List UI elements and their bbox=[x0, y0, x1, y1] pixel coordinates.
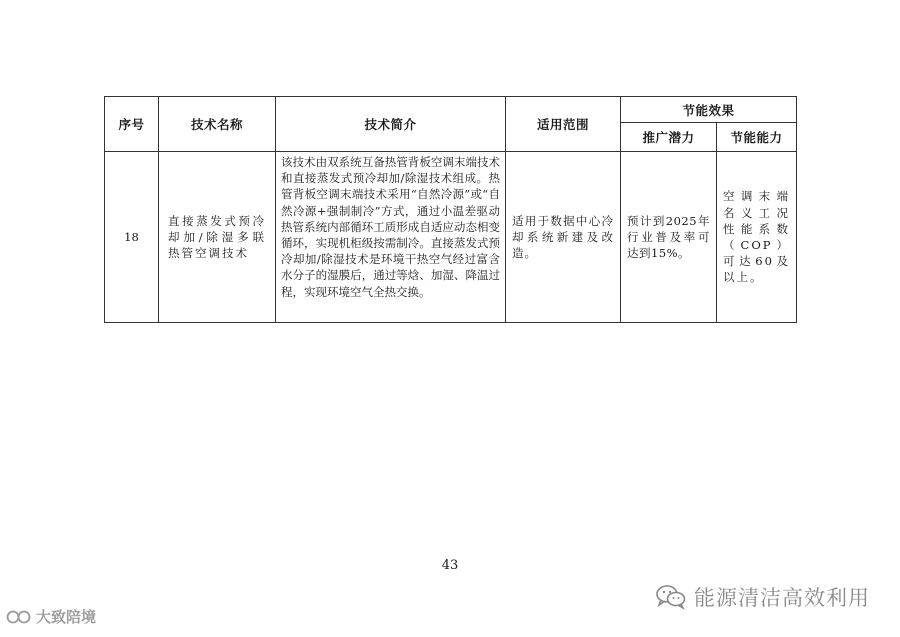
header-intro: 技术简介 bbox=[276, 97, 506, 152]
watermark-right-text: 能源清洁高效利用 bbox=[694, 586, 870, 610]
cell-scope: 适用于数据中心冷却系统新建及改造。 bbox=[506, 152, 621, 323]
header-effect: 节能效果 bbox=[621, 97, 797, 123]
watermark-right bbox=[656, 582, 870, 612]
cell-name: 直接蒸发式预冷却加/除湿多联热管空调技术 bbox=[159, 152, 276, 323]
logo-icon bbox=[6, 607, 32, 627]
header-scope: 适用范围 bbox=[506, 97, 621, 152]
wechat-icon bbox=[656, 584, 686, 610]
cell-capacity: 空调末端名义工况性能系数（COP）可达60及以上。 bbox=[717, 152, 797, 323]
cell-potential: 预计到2025年行业普及率可达到15%。 bbox=[621, 152, 717, 323]
page-number: 43 bbox=[441, 558, 459, 573]
cell-no: 18 bbox=[105, 152, 159, 323]
watermark-left bbox=[6, 606, 96, 627]
watermark-left-text: 大致陪境 bbox=[36, 608, 97, 626]
table-row bbox=[105, 152, 797, 323]
cell-intro: 该技术由双系统互备热管背板空调末端技术和直接蒸发式预冷却加/除湿技术组成。热管背板空调末端技术采用“自然冷源”或“自然冷源+强制制冷”方式，通过小温差驱动热管系统内部循环工质形成自适应动态相变循环，实现机柜级按需制冷。直接蒸发式预冷却加/除湿技术是环境干热空气经过富含水分子的湿膜后，通过等焓、加湿、降温过程，实现环境空气全热交换。 bbox=[276, 152, 506, 323]
technology-table bbox=[104, 96, 797, 323]
header-name: 技术名称 bbox=[159, 97, 276, 152]
header-potential: 推广潜力 bbox=[621, 123, 717, 152]
header-no: 序号 bbox=[105, 97, 159, 152]
header-capacity: 节能能力 bbox=[717, 123, 797, 152]
